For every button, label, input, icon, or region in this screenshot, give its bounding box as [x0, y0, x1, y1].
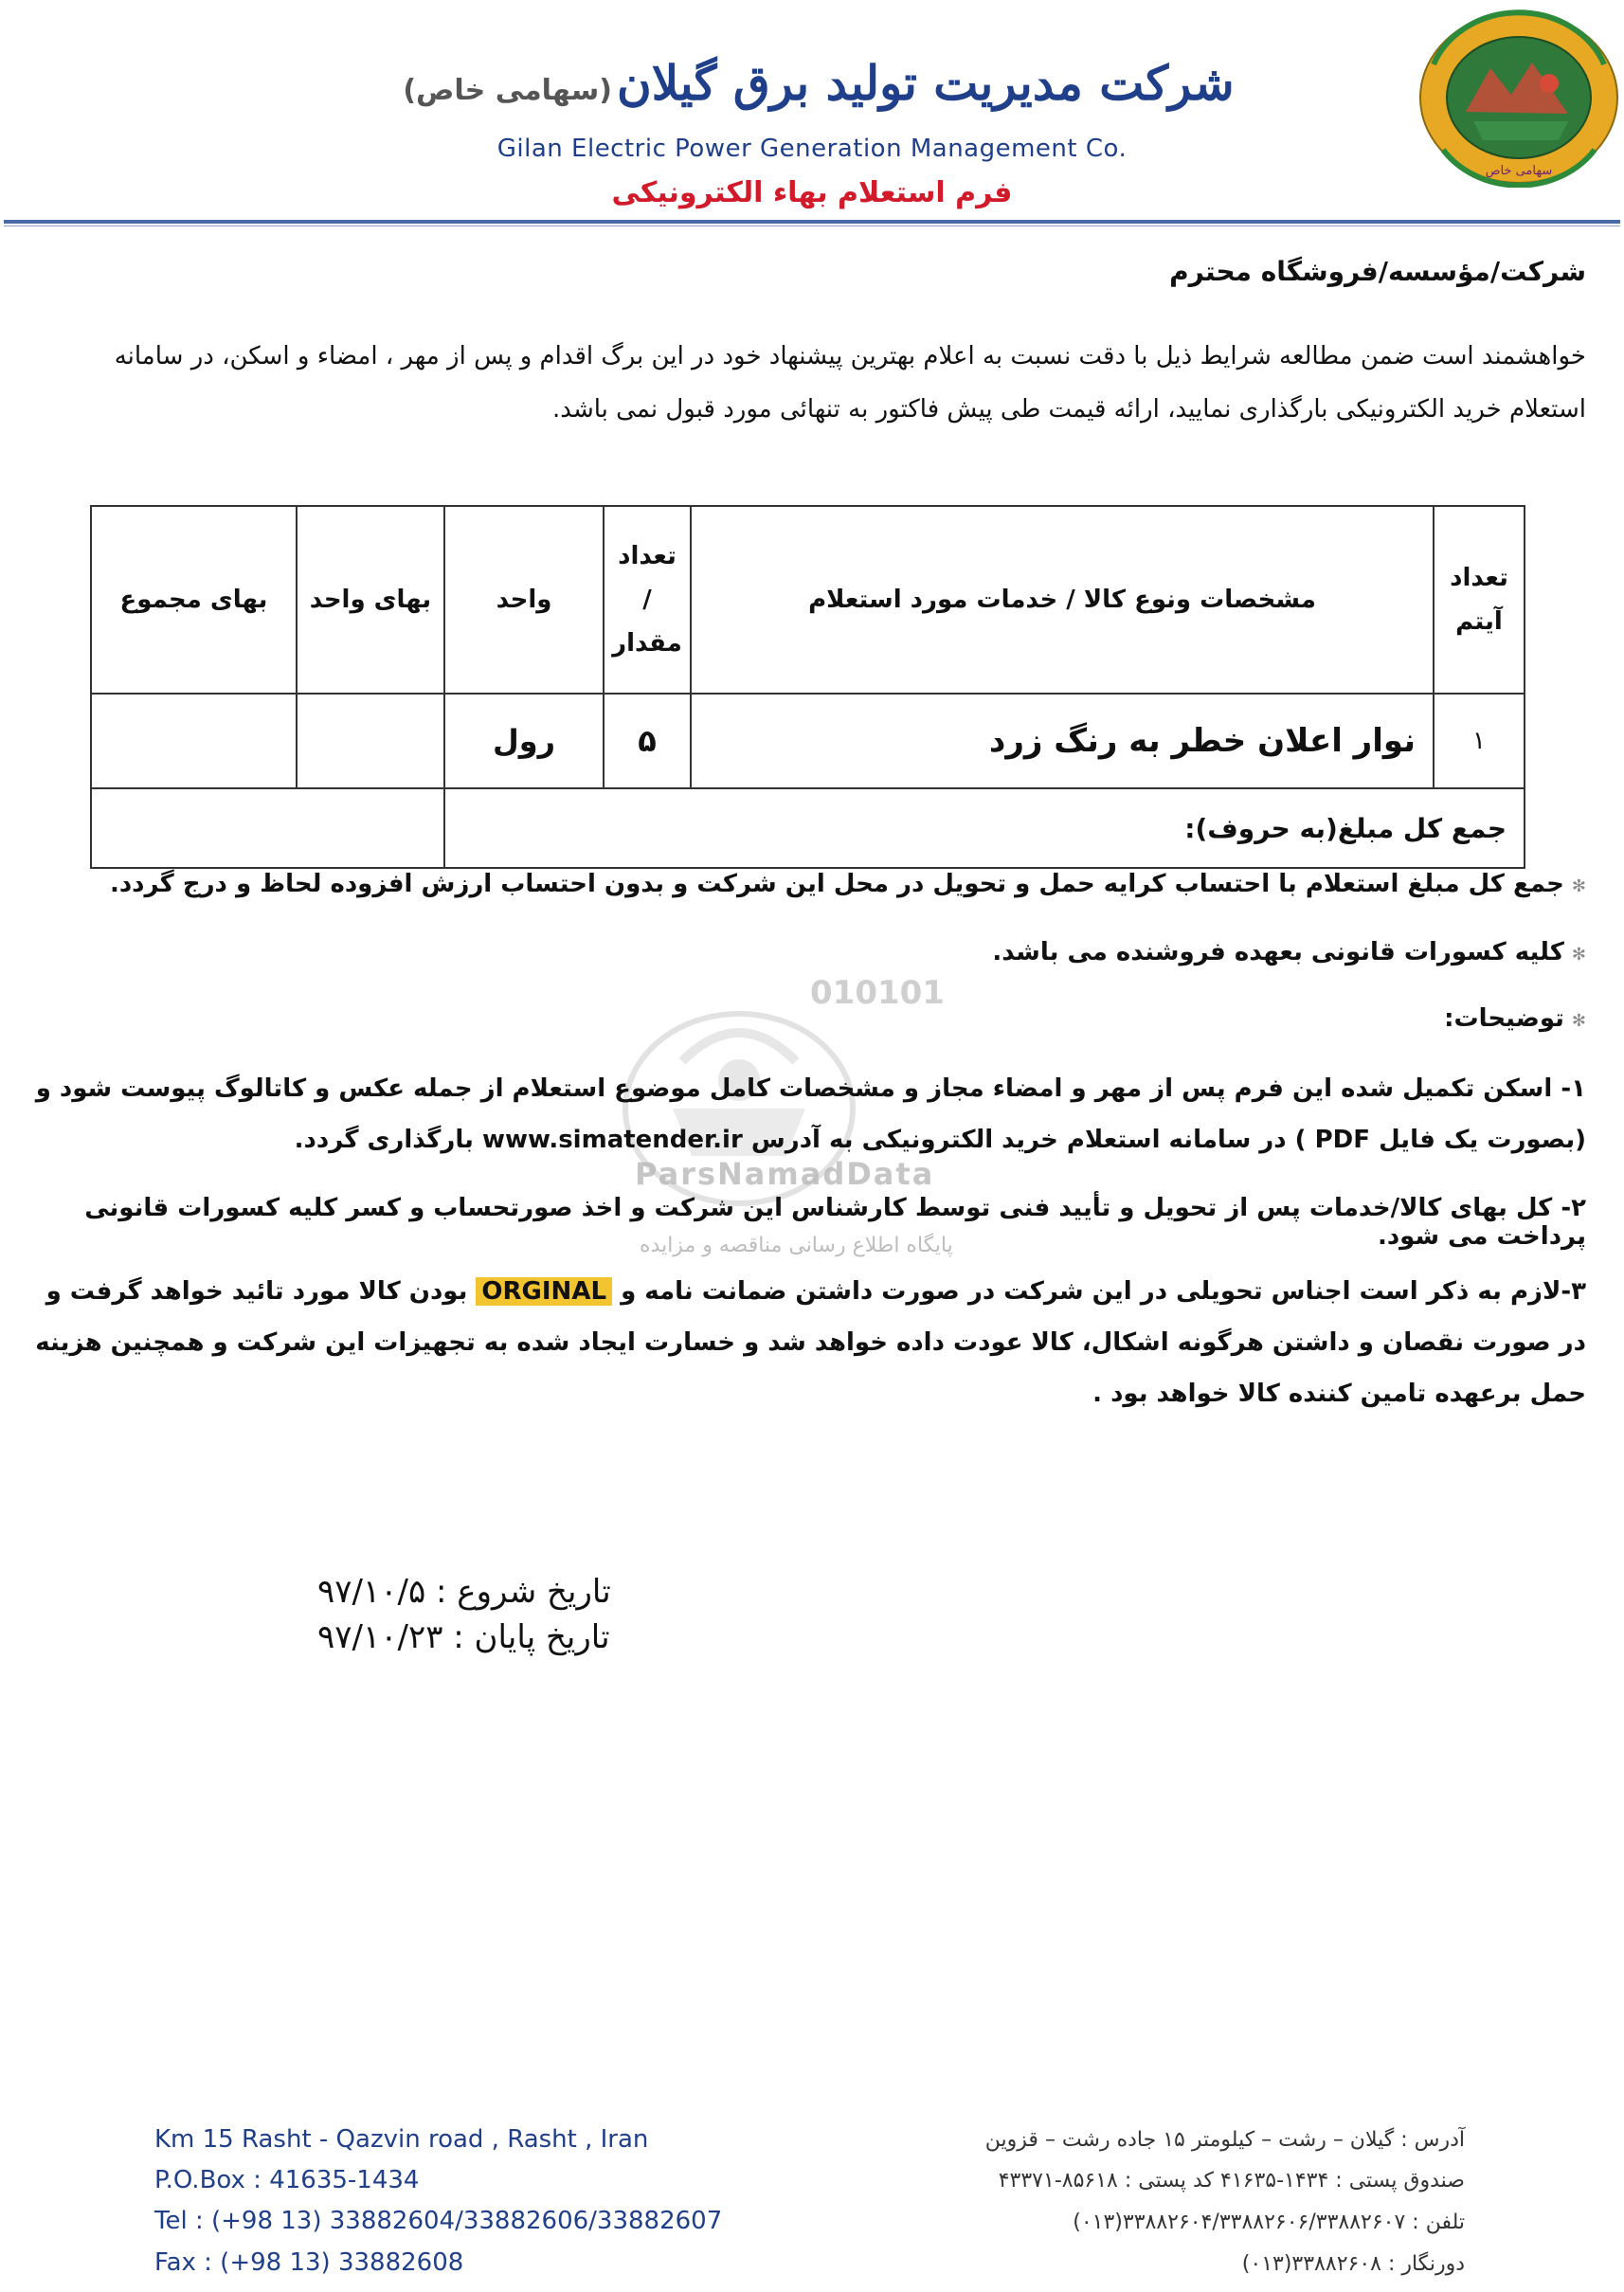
table-total-row: [91, 788, 1525, 868]
recipient-line: شرکت/مؤسسه/فروشگاه محترم: [1169, 256, 1586, 287]
footer-pobox-en: P.O.Box : 41635-1434: [154, 2166, 420, 2194]
company-name-fa-main: شرکت مدیریت تولید برق گیلان: [617, 55, 1235, 111]
note-1-text: جمع کل مبلغ استعلام با احتساب کرایه حمل و تحویل در محل این شرکت و بدون احتساب ارزش افزوده لحاظ و درج گردد.: [109, 870, 1564, 898]
asterisk-icon: ✻: [1571, 945, 1586, 965]
note-1: [110, 870, 1586, 898]
total-in-words-label: جمع کل مبلغ(به حروف):: [444, 788, 1525, 868]
note-2: [992, 938, 1586, 966]
simatender-link[interactable]: www.simatender.ir: [481, 1126, 743, 1154]
asterisk-icon: ✻: [1571, 876, 1586, 896]
col-quantity-line3: مقدار: [612, 629, 682, 658]
start-date: تاریخ شروع : ۹۷/۱۰/۵: [317, 1573, 611, 1611]
footer-address-fa: آدرس : گیلان – رشت – کیلومتر ۱۵ جاده رشت – قزوین: [984, 2128, 1465, 2152]
table-header-row: [91, 506, 1525, 694]
col-description: مشخصات ونوع کالا / خدمات مورد استعلام: [691, 506, 1434, 694]
cell-total-price[interactable]: [91, 694, 297, 788]
cell-index: ۱: [1434, 694, 1525, 788]
footer-pobox-fa: صندوق پستی : ۱۴۳۴-۴۱۶۳۵ کد پستی : ۸۵۶۱۸-۴۳۳۷۱: [998, 2169, 1465, 2193]
col-item-count-line1: تعداد: [1450, 564, 1508, 592]
cell-unit-price[interactable]: [297, 694, 444, 788]
watermark-brand: ParsNamadData: [635, 1156, 935, 1192]
explanation-3-part1: ۳-لازم به ذکر است اجناس تحویلی در این شرکت در صورت داشتن ضمانت نامه و: [621, 1277, 1586, 1306]
cell-description: نوار اعلان خطر به رنگ زرد: [691, 694, 1434, 788]
pdf-label: PDF: [1314, 1126, 1371, 1154]
col-item-count-line2: آیتم: [1455, 607, 1503, 636]
col-quantity: [604, 506, 691, 694]
footer-fax-fa: دورنگار : ۳۳۸۸۲۶۰۸(۰۱۳): [1241, 2252, 1465, 2276]
footer-tel-en: Tel : (+98 13) 33882604/33882606/33882607: [154, 2207, 723, 2235]
footer-fax-en: Fax : (+98 13) 33882608: [154, 2248, 464, 2277]
total-in-words-value[interactable]: [91, 788, 444, 868]
watermark-binary: 010101: [810, 974, 945, 1012]
footer-tel-fa: تلفن : ۳۳۸۸۲۶۰۴/۳۳۸۸۲۶۰۶/۳۳۸۸۲۶۰۷(۰۱۳): [1073, 2211, 1465, 2234]
cell-unit: رول: [444, 694, 604, 788]
header-divider: [4, 220, 1620, 224]
explanation-1-part3: بارگذاری گردد.: [294, 1126, 474, 1154]
items-table: [90, 505, 1525, 869]
col-total-price: بهای مجموع: [91, 506, 297, 694]
company-name-en: Gilan Electric Power Generation Management Co.: [496, 135, 1128, 163]
col-quantity-line1: تعداد: [618, 542, 677, 570]
footer-address-en: Km 15 Rasht - Qazvin road , Rasht , Iran: [154, 2125, 649, 2154]
table-row: [91, 694, 1525, 788]
logo-bottom-text: سهامی خاص: [1485, 164, 1553, 178]
watermark-subtitle: پایگاه اطلاع رسانی مناقصه و مزایده: [640, 1234, 953, 1257]
explanation-3-part2: بودن کالا مورد تائید خواهد گرفت و در صورت نقصان و داشتن هرگونه اشکال، کالا عودت داده خواهد شد و خسارت ایجاد شده به تجهیزات این شرکت و همچنین هزینه حمل برعهده تامین کننده کالا خواهد بود .: [35, 1277, 1586, 1408]
note-2-text: کلیه کسورات قانونی بعهده فروشنده می باشد.: [992, 938, 1564, 966]
cell-quantity: ۵: [604, 694, 691, 788]
col-unit-price: بهای واحد: [297, 506, 444, 694]
form-title: فرم استعلام بهاء الکترونیکی: [611, 176, 1013, 209]
col-item-count: [1434, 506, 1525, 694]
note-3: [1444, 1004, 1586, 1033]
explanation-1: [28, 1063, 1586, 1165]
explanation-3: [28, 1266, 1586, 1419]
intro-paragraph: خواهشمند است ضمن مطالعه شرایط ذیل با دقت نسبت به اعلام بهترین پیشنهاد خود در این برگ اقدام و پس از مهر ، امضاء و اسکن، در سامانه استعلام خرید الکترونیکی بارگذاری نمایید، ارائه قیمت طی پیش فاکتور به تنهائی مورد قبول نمی باشد.: [114, 342, 1586, 424]
end-date: تاریخ پایان : ۹۷/۱۰/۲۳: [317, 1618, 610, 1656]
explanations-heading: توضیحات:: [1444, 1004, 1564, 1033]
explanation-2: ۲- کل بهای کالا/خدمات پس از تحویل و تأیید فنی توسط کارشناس این شرکت و اخذ صورتحساب و کسر کلیه کسورات قانونی پرداخت می شود.: [84, 1194, 1586, 1251]
original-highlight: ORGINAL: [476, 1277, 612, 1306]
col-quantity-line2: /: [642, 586, 652, 614]
asterisk-icon: ✻: [1571, 1011, 1586, 1031]
company-type-fa: (سهامی خاص): [403, 74, 612, 107]
explanation-1-part1: ۱- اسکن تکمیل شده این فرم پس از مهر و امضاء مجاز و مشخصات کامل موضوع استعلام از جمله عکس و کاتالوگ پیوست شود و (بصورت یک فایل: [35, 1074, 1586, 1154]
explanation-1-part2: ) در سامانه استعلام خرید الکترونیکی به آدرس: [750, 1126, 1307, 1154]
col-unit: واحد: [444, 506, 604, 694]
company-name-fa: [0, 55, 1624, 111]
